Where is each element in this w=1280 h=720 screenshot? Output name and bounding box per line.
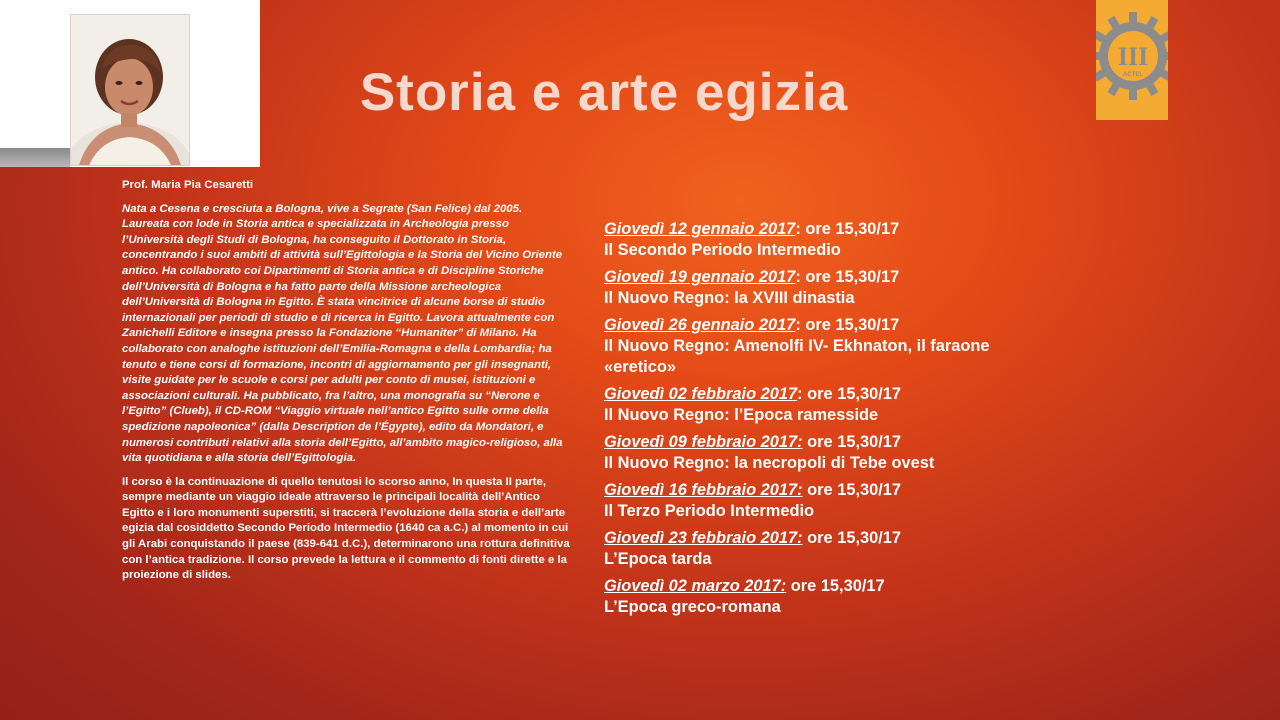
event-date: Giovedì 02 febbraio 2017 <box>604 385 798 403</box>
lecture-schedule <box>604 219 1064 624</box>
logo-caption: ACTEL <box>1123 72 1143 78</box>
event-time: ore 15,30/17 <box>802 481 902 499</box>
logo-numeral: III <box>1117 42 1149 71</box>
photo-shadow <box>0 148 70 167</box>
event-time: ore 15,30/17 <box>802 529 902 547</box>
professor-bio <box>122 178 572 592</box>
event-date: Giovedì 23 febbraio 2017: <box>604 529 803 547</box>
event-time: : ore 15,30/17 <box>797 385 902 403</box>
page-title: Storia e arte egizia <box>359 63 849 122</box>
event-time: : ore 15,30/17 <box>795 316 900 334</box>
event-topic: L’Epoca tarda <box>604 550 712 568</box>
event-date: Giovedì 26 gennaio 2017 <box>604 316 796 334</box>
schedule-item <box>604 480 1064 522</box>
event-topic: Il Secondo Periodo Intermedio <box>604 241 841 259</box>
course-description-paragraph: Il corso è la continuazione di quello tenutosi lo scorso anno, In questa II parte, sempre mediante un viaggio ideale attraverso le principali località dell’Antico Egitto e i loro monumenti superstiti, si traccerà l’evoluzione della storia e dell’arte egizia dal cosiddetto Secondo Periodo Intermedio (1640 ca a.C.) al momento in cui gli Arabi conquistando il paese (839-641 d.C.), determinarono una rottura definitiva con l’antica tradizione. Il corso prevede la lettura e il commento di fonti dirette e la proiezione di slides. <box>122 475 570 582</box>
event-topic: Il Nuovo Regno: Amenolfi IV- Ekhnaton, il faraone «eretico» <box>604 337 990 376</box>
event-time: : ore 15,30/17 <box>795 268 900 286</box>
event-date: Giovedì 12 gennaio 2017 <box>604 220 796 238</box>
event-topic: Il Nuovo Regno: la necropoli di Tebe ovest <box>604 454 935 472</box>
schedule-item <box>604 576 1064 618</box>
event-time: ore 15,30/17 <box>802 433 902 451</box>
event-topic: Il Nuovo Regno: l’Epoca ramesside <box>604 406 879 424</box>
bio-story-paragraph: Nata a Cesena e cresciuta a Bologna, vive a Segrate (San Felice) dal 2005. Laureata con lode in Storia antica e specializzata in Archeologia presso l’Università degli Studi di Bologna, ha conseguito il Dottorato in Storia, concentrando i suoi ambiti di attività sull’Egittologia e la Storia del Vicino Oriente antico. Ha collaborato coi Dipartimenti di Storia antica e di Discipline Storiche dell’Università di Bologna e ha fatto parte della Missione archeologica dell’Università di Bologna in Egitto. È stata vincitrice di alcune borse di studio internazionali per periodi di studio e di ricerca in Egitto. Lavora attualmente con Zanichelli Editore e insegna presso la Fondazione “Humaniter” di Milano. Ha collaborato con analoghe istituzioni dell’Emilia-Romagna e della Lombardia; ha tenuto e tiene corsi di formazione, incontri di aggiornamento per gli insegnanti, visite guidate per le scuole e corsi per adulti per conto di musei, istituzioni e associazioni culturali. Ha pubblicato, fra l’altro, una monografia su “Nerone e l’Egitto” (Clueb), il CD-ROM “Viaggio virtuale nell’antico Egitto sulle orme della spedizione napoleonica” (dalla Description de l’Égypte), edito da Mondatori, e numerosi contributi relativi alla storia dell’Egitto, all’ambito magico-religioso, alla vita quotidiana e alla storia dell’Egittologia. <box>122 202 563 465</box>
schedule-item <box>604 384 1064 426</box>
event-topic: Il Terzo Periodo Intermedio <box>604 502 815 520</box>
event-date: Giovedì 16 febbraio 2017: <box>604 481 803 499</box>
event-time: ore 15,30/17 <box>786 577 885 595</box>
gear-logo-icon <box>1096 0 1168 120</box>
schedule-item <box>604 528 1064 570</box>
professor-name: Prof. Maria Pia Cesaretti <box>122 179 254 191</box>
schedule-item <box>604 267 1064 309</box>
event-time: : ore 15,30/17 <box>795 220 900 238</box>
event-topic: L’Epoca greco-romana <box>604 598 781 616</box>
schedule-item <box>604 432 1064 474</box>
event-date: Giovedì 09 febbraio 2017: <box>604 433 803 451</box>
event-topic: Il Nuovo Regno: la XVIII dinastia <box>604 289 855 307</box>
schedule-item <box>604 315 1064 378</box>
event-date: Giovedì 19 gennaio 2017 <box>604 268 796 286</box>
event-date: Giovedì 02 marzo 2017: <box>604 577 787 595</box>
actel-logo <box>1096 0 1168 120</box>
schedule-item <box>604 219 1064 261</box>
